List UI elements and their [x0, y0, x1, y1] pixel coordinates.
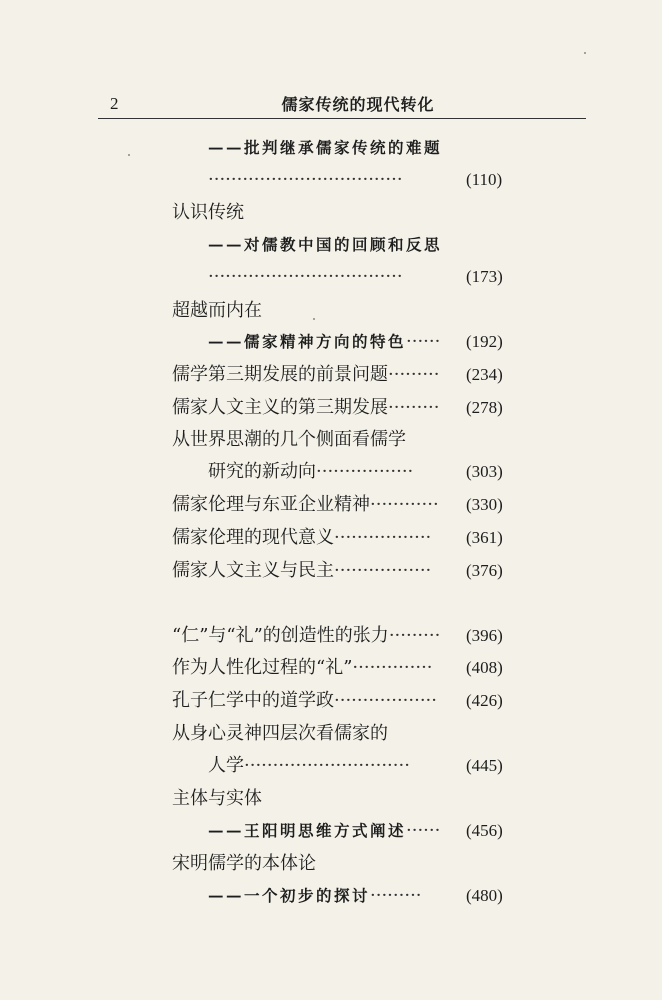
book-title: 儒家传统的现代转化: [281, 95, 435, 114]
header-rule: [98, 118, 586, 119]
toc-entry-title: 主体与实体: [172, 788, 262, 809]
toc-page-number: (110): [466, 170, 503, 189]
toc-entry-row: 作为人性化过程的“礼”··············: [172, 657, 433, 678]
toc-entry-row: 儒家伦理与东亚企业精神············: [172, 494, 439, 515]
toc-page-number: (234): [466, 365, 503, 384]
toc-page-number: (396): [466, 626, 503, 645]
toc-entry-subtitle: ——儒家精神方向的特色: [208, 332, 407, 351]
toc-entry-row: 人学·····························: [208, 755, 410, 776]
toc-page-number: (303): [466, 462, 503, 481]
toc-entry-row: 儒学第三期发展的前景问题·········: [172, 364, 440, 385]
toc-entry-title: 儒家人文主义的第三期发展: [172, 397, 388, 418]
toc-page-number: (426): [466, 691, 503, 710]
toc-entry-row: 儒家人文主义的第三期发展·········: [172, 397, 440, 418]
toc-entry-row: 儒家人文主义与民主·················: [172, 560, 432, 581]
toc-entry-continuation: 人学: [208, 755, 244, 776]
toc-entry-title: 作为人性化过程的“礼”: [172, 657, 353, 678]
toc-entry-title: 儒家伦理与东亚企业精神: [172, 494, 370, 515]
toc-entry-subtitle: ——一个初步的探讨: [208, 886, 371, 905]
toc-entry-title: 超越而内在: [172, 300, 262, 321]
toc-entry-row: 儒家伦理的现代意义·················: [172, 527, 432, 548]
toc-entry-title: 儒家人文主义与民主: [172, 560, 334, 581]
toc-entry-title: 孔子仁学中的道学政: [172, 690, 334, 711]
paper-speck: [584, 52, 586, 54]
toc-entry-continuation: 研究的新动向: [208, 461, 316, 482]
paper-speck: [128, 154, 130, 156]
leader-dots: ··································: [208, 169, 403, 190]
paper-speck: [313, 318, 315, 320]
toc-page-number: (376): [466, 561, 503, 580]
toc-entry-row: 研究的新动向·················: [208, 461, 414, 482]
toc-entry-subtitle: ——王阳明思维方式阐述: [208, 821, 407, 840]
toc-entry-row: 孔子仁学中的道学政··················: [172, 690, 437, 711]
toc-page-number: (408): [466, 658, 503, 677]
page-number: 2: [110, 94, 119, 113]
toc-page-number: (480): [466, 886, 503, 905]
running-header: [98, 88, 586, 120]
toc-entry-row: ——王阳明思维方式阐述······: [208, 820, 441, 841]
toc-page-number: (361): [466, 528, 503, 547]
toc-entry-title: 认识传统: [172, 202, 244, 223]
toc-entry-title: 儒家伦理的现代意义: [172, 527, 334, 548]
toc-page-number: (330): [466, 495, 503, 514]
toc-page-number: (173): [466, 267, 503, 286]
toc-page-number: (192): [466, 332, 503, 351]
toc-page-number: (278): [466, 398, 503, 417]
toc-entry-subtitle: ——对儒教中国的回顾和反思: [208, 235, 443, 254]
toc-entry-title: 从身心灵神四层次看儒家的: [172, 723, 388, 744]
leader-dots: ··································: [208, 266, 403, 287]
toc-page-number: (445): [466, 756, 503, 775]
toc-entry-subtitle: ——批判继承儒家传统的难题: [208, 138, 443, 157]
toc-page-number: (456): [466, 821, 503, 840]
toc-entry-row: “仁”与“礼”的创造性的张力·········: [172, 625, 441, 646]
toc-entry-row: ——儒家精神方向的特色······: [208, 331, 441, 352]
toc-entry-title: 从世界思潮的几个侧面看儒学: [172, 429, 406, 450]
toc-entry-row: ——一个初步的探讨·········: [208, 885, 422, 906]
toc-entry-title: “仁”与“礼”的创造性的张力: [172, 625, 389, 646]
toc-entry-title: 儒学第三期发展的前景问题: [172, 364, 388, 385]
toc-entry-title: 宋明儒学的本体论: [172, 853, 316, 874]
